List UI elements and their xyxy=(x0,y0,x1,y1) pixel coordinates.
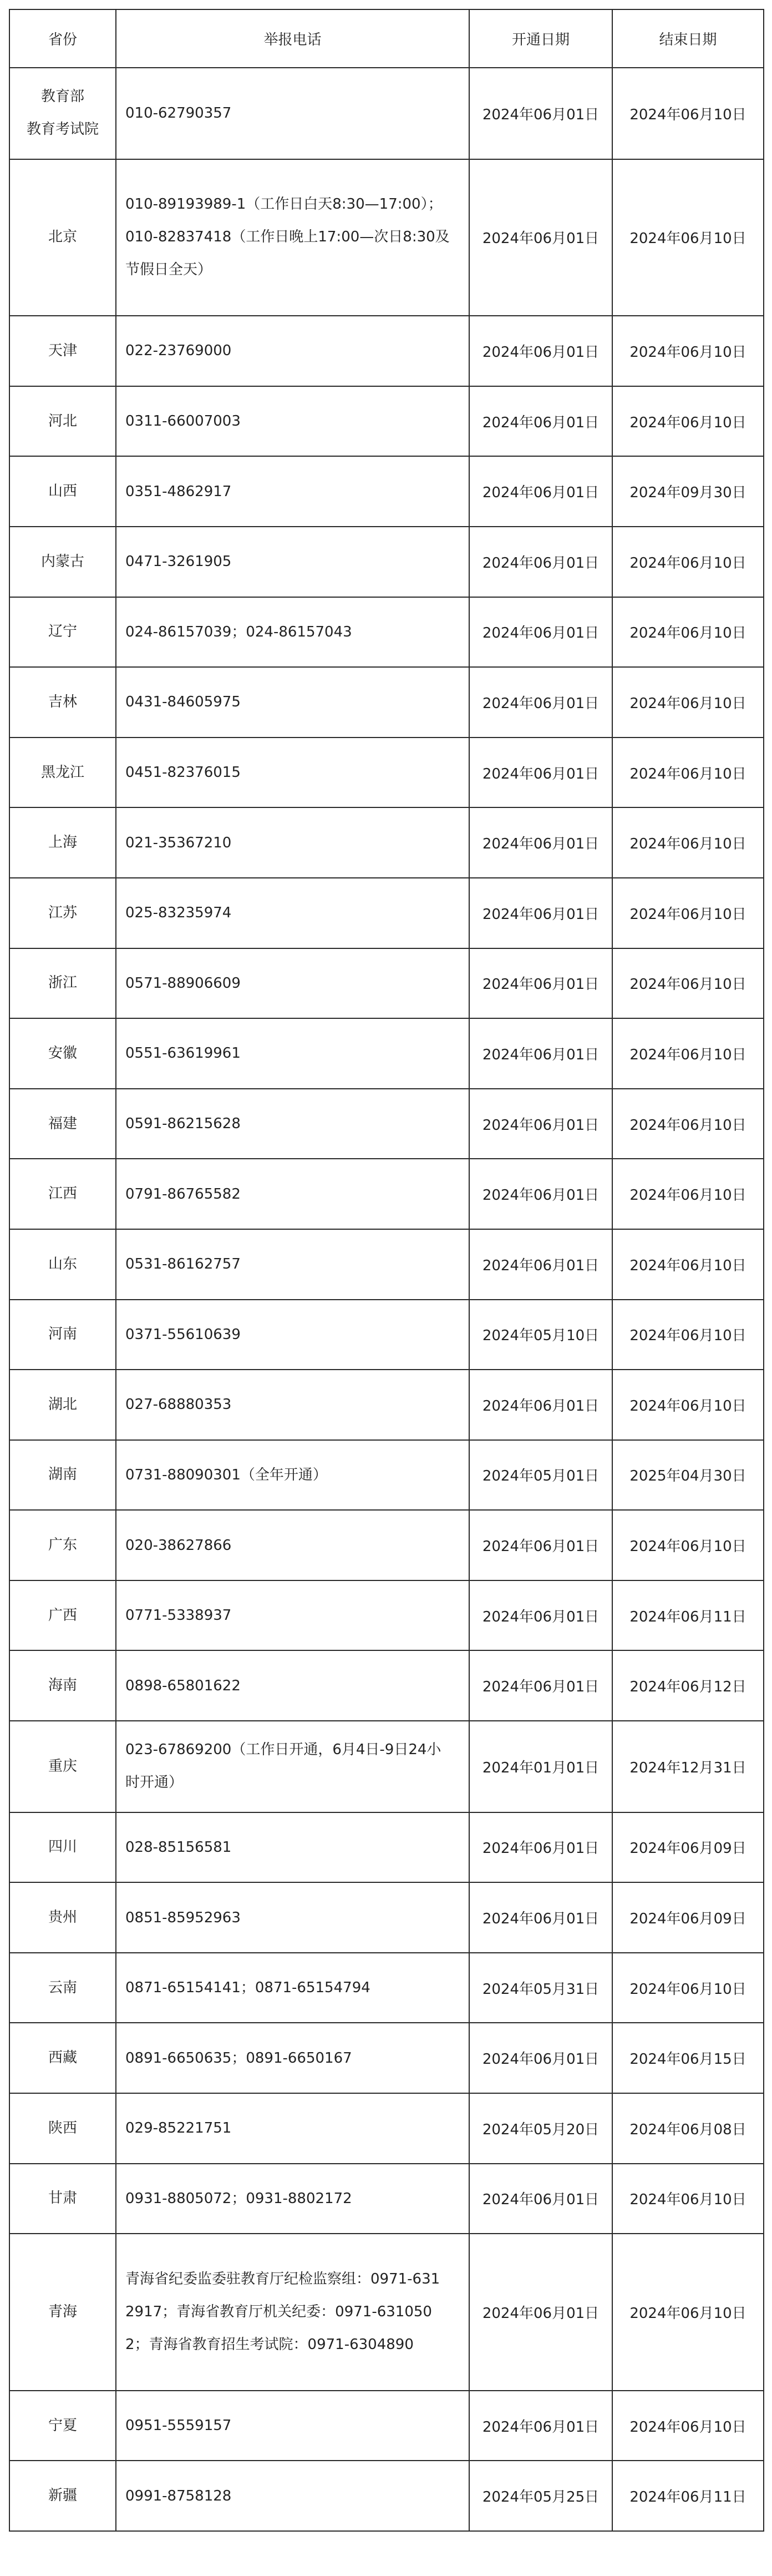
table-header-row xyxy=(9,9,764,68)
start-date-cell: 2024年05月10日 xyxy=(469,1300,612,1370)
end-date-cell: 2024年06月10日 xyxy=(612,1229,764,1300)
province-name: 河北 xyxy=(48,412,77,430)
province-cell xyxy=(9,1018,116,1089)
start-date-cell: 2024年06月01日 xyxy=(469,2391,612,2461)
phone-cell xyxy=(116,2461,469,2531)
province-name: 辽宁 xyxy=(48,623,77,640)
province-name: 四川 xyxy=(48,1838,77,1856)
end-date-cell: 2024年06月10日 xyxy=(612,807,764,878)
end-date-cell: 2024年06月10日 xyxy=(612,68,764,159)
end-date-cell: 2024年06月09日 xyxy=(612,1882,764,1953)
end-date-cell: 2024年06月10日 xyxy=(612,2164,764,2234)
end-date-cell: 2024年06月10日 xyxy=(612,878,764,948)
phone-number-text: 0431-84605975 xyxy=(125,694,241,711)
province-name: 广东 xyxy=(48,1537,77,1554)
province-cell xyxy=(9,738,116,808)
start-date-cell: 2024年06月01日 xyxy=(469,2164,612,2234)
province-cell xyxy=(9,878,116,948)
province-cell xyxy=(9,456,116,527)
end-date-cell: 2024年06月10日 xyxy=(612,738,764,808)
phone-number-text: 010-62790357 xyxy=(125,105,232,122)
phone-number-text: 时开通） xyxy=(125,1774,184,1791)
phone-cell xyxy=(116,456,469,527)
province-cell xyxy=(9,1953,116,2023)
province-name: 浙江 xyxy=(48,974,77,992)
province-name: 安徽 xyxy=(48,1044,77,1062)
phone-cell xyxy=(116,1650,469,1721)
province-name: 云南 xyxy=(48,1979,77,1996)
hotline-table-container xyxy=(9,9,763,2532)
phone-cell xyxy=(116,1229,469,1300)
province-name: 甘肃 xyxy=(48,2190,77,2207)
start-date-cell: 2024年06月01日 xyxy=(469,456,612,527)
start-date-cell: 2024年06月01日 xyxy=(469,316,612,386)
start-date-cell: 2024年06月01日 xyxy=(469,2234,612,2391)
phone-cell xyxy=(116,2164,469,2234)
phone-number-text: 0731-88090301（全年开通） xyxy=(125,1466,327,1483)
start-date-cell: 2024年05月20日 xyxy=(469,2093,612,2164)
table-row xyxy=(9,1580,764,1651)
phone-cell xyxy=(116,1812,469,1883)
table-row xyxy=(9,1882,764,1953)
province-name: 贵州 xyxy=(48,1909,77,1926)
header-province: 省份 xyxy=(9,9,116,68)
province-cell xyxy=(9,1580,116,1651)
phone-number-text: 023-67869200（工作日开通，6月4日-9日24小 xyxy=(125,1741,441,1759)
table-row xyxy=(9,1440,764,1511)
start-date-cell: 2024年06月01日 xyxy=(469,68,612,159)
phone-cell xyxy=(116,2391,469,2461)
header-start-date: 开通日期 xyxy=(469,9,612,68)
start-date-cell: 2024年06月01日 xyxy=(469,1510,612,1580)
table-row xyxy=(9,316,764,386)
end-date-cell: 2024年06月10日 xyxy=(612,1159,764,1229)
end-date-cell: 2024年09月30日 xyxy=(612,456,764,527)
phone-cell xyxy=(116,159,469,316)
phone-number-text: 0871-65154141；0871-65154794 xyxy=(125,1979,370,1997)
phone-cell xyxy=(116,1580,469,1651)
phone-cell xyxy=(116,738,469,808)
province-cell xyxy=(9,1300,116,1370)
phone-cell xyxy=(116,667,469,738)
phone-number-text: 青海省纪委监委驻教育厅纪检监察组：0971-631 xyxy=(125,2271,440,2288)
phone-cell xyxy=(116,527,469,597)
phone-cell xyxy=(116,316,469,386)
phone-number-text: 0571-88906609 xyxy=(125,974,241,992)
phone-number-text: 节假日全天） xyxy=(125,261,212,279)
province-name: 福建 xyxy=(48,1115,77,1132)
table-row xyxy=(9,527,764,597)
start-date-cell: 2024年06月01日 xyxy=(469,1159,612,1229)
province-name: 教育考试院 xyxy=(26,121,99,138)
phone-cell xyxy=(116,1721,469,1812)
end-date-cell: 2024年06月15日 xyxy=(612,2023,764,2093)
phone-cell xyxy=(116,1510,469,1580)
phone-number-text: 020-38627866 xyxy=(125,1537,232,1554)
table-row xyxy=(9,2093,764,2164)
start-date-cell: 2024年06月01日 xyxy=(469,1370,612,1440)
end-date-cell: 2024年06月11日 xyxy=(612,2461,764,2531)
province-cell xyxy=(9,527,116,597)
phone-number-text: 0898-65801622 xyxy=(125,1677,241,1694)
table-row xyxy=(9,738,764,808)
table-row xyxy=(9,1721,764,1812)
province-name: 新疆 xyxy=(48,2487,77,2504)
header-end-date: 结束日期 xyxy=(612,9,764,68)
province-name: 河南 xyxy=(48,1326,77,1343)
province-cell xyxy=(9,667,116,738)
phone-number-text: 0851-85952963 xyxy=(125,1909,241,1926)
end-date-cell: 2024年06月10日 xyxy=(612,527,764,597)
province-name: 上海 xyxy=(48,834,77,851)
table-row xyxy=(9,1510,764,1580)
table-row xyxy=(9,456,764,527)
table-row xyxy=(9,878,764,948)
end-date-cell: 2024年06月10日 xyxy=(612,667,764,738)
phone-number-text: 029-85221751 xyxy=(125,2120,232,2137)
phone-number-text: 021-35367210 xyxy=(125,834,232,851)
end-date-cell: 2024年06月12日 xyxy=(612,1650,764,1721)
start-date-cell: 2024年06月01日 xyxy=(469,948,612,1019)
end-date-cell: 2024年06月09日 xyxy=(612,1812,764,1883)
province-name: 内蒙古 xyxy=(40,553,84,570)
province-name: 海南 xyxy=(48,1677,77,1694)
phone-cell xyxy=(116,1370,469,1440)
table-row xyxy=(9,1953,764,2023)
phone-cell xyxy=(116,2093,469,2164)
phone-number-text: 010-89193989-1（工作日白天8:30—17:00）； xyxy=(125,196,443,213)
end-date-cell: 2024年06月10日 xyxy=(612,1300,764,1370)
header-phone: 举报电话 xyxy=(116,9,469,68)
province-cell xyxy=(9,2164,116,2234)
province-name: 重庆 xyxy=(48,1757,77,1775)
end-date-cell: 2024年06月10日 xyxy=(612,159,764,316)
province-cell xyxy=(9,948,116,1019)
phone-number-text: 010-82837418（工作日晚上17:00—次日8:30及 xyxy=(125,229,450,246)
phone-number-text: 0531-86162757 xyxy=(125,1256,241,1273)
table-row xyxy=(9,1089,764,1159)
phone-cell xyxy=(116,948,469,1019)
province-cell xyxy=(9,2461,116,2531)
table-row xyxy=(9,386,764,457)
table-body xyxy=(9,68,764,2531)
phone-number-text: 0591-86215628 xyxy=(125,1115,241,1133)
end-date-cell: 2024年06月11日 xyxy=(612,1580,764,1651)
phone-cell xyxy=(116,878,469,948)
province-name: 江西 xyxy=(48,1185,77,1203)
start-date-cell: 2024年06月01日 xyxy=(469,1580,612,1651)
end-date-cell: 2024年06月10日 xyxy=(612,2234,764,2391)
start-date-cell: 2024年06月01日 xyxy=(469,2023,612,2093)
table-row xyxy=(9,1650,764,1721)
province-cell xyxy=(9,2023,116,2093)
province-cell xyxy=(9,1159,116,1229)
start-date-cell: 2024年06月01日 xyxy=(469,1650,612,1721)
end-date-cell: 2024年06月10日 xyxy=(612,1089,764,1159)
phone-number-text: 2；青海省教育招生考试院：0971-6304890 xyxy=(125,2336,414,2353)
phone-number-text: 022-23769000 xyxy=(125,342,232,360)
end-date-cell: 2024年06月10日 xyxy=(612,2391,764,2461)
end-date-cell: 2024年06月10日 xyxy=(612,1370,764,1440)
phone-number-text: 0371-55610639 xyxy=(125,1326,241,1343)
province-cell xyxy=(9,386,116,457)
province-cell xyxy=(9,597,116,668)
end-date-cell: 2024年06月10日 xyxy=(612,1510,764,1580)
phone-cell xyxy=(116,386,469,457)
phone-number-text: 027-68880353 xyxy=(125,1396,232,1413)
phone-number-text: 0451-82376015 xyxy=(125,764,241,781)
phone-cell xyxy=(116,1953,469,2023)
province-cell xyxy=(9,1510,116,1580)
phone-cell xyxy=(116,807,469,878)
phone-number-text: 0471-3261905 xyxy=(125,553,232,570)
hotline-table xyxy=(9,9,764,2532)
phone-cell xyxy=(116,1440,469,1511)
phone-number-text: 0891-6650635；0891-6650167 xyxy=(125,2049,352,2067)
table-row xyxy=(9,2461,764,2531)
table-row xyxy=(9,597,764,668)
phone-number-text: 0351-4862917 xyxy=(125,483,232,500)
table-row xyxy=(9,1018,764,1089)
phone-number-text: 2917；青海省教育厅机关纪委：0971-631050 xyxy=(125,2304,432,2321)
phone-number-text: 0311-66007003 xyxy=(125,413,241,430)
province-cell xyxy=(9,1229,116,1300)
province-cell xyxy=(9,1721,116,1812)
table-row xyxy=(9,1812,764,1883)
table-row xyxy=(9,1159,764,1229)
end-date-cell: 2024年06月10日 xyxy=(612,316,764,386)
table-row xyxy=(9,2391,764,2461)
end-date-cell: 2024年06月10日 xyxy=(612,1018,764,1089)
province-name: 天津 xyxy=(48,342,77,359)
province-cell xyxy=(9,2234,116,2391)
province-name: 山东 xyxy=(48,1255,77,1272)
province-name: 江苏 xyxy=(48,904,77,921)
province-cell xyxy=(9,2391,116,2461)
start-date-cell: 2024年05月31日 xyxy=(469,1953,612,2023)
phone-cell xyxy=(116,1882,469,1953)
province-name: 湖北 xyxy=(48,1396,77,1413)
phone-number-text: 024-86157039；024-86157043 xyxy=(125,623,352,640)
end-date-cell: 2024年12月31日 xyxy=(612,1721,764,1812)
province-name: 山西 xyxy=(48,483,77,500)
province-cell xyxy=(9,807,116,878)
start-date-cell: 2024年05月25日 xyxy=(469,2461,612,2531)
province-name: 宁夏 xyxy=(48,2417,77,2434)
table-row xyxy=(9,159,764,316)
province-cell xyxy=(9,1089,116,1159)
start-date-cell: 2024年06月01日 xyxy=(469,667,612,738)
phone-number-text: 0951-5559157 xyxy=(125,2417,232,2434)
phone-number-text: 0551-63619961 xyxy=(125,1045,241,1062)
table-row xyxy=(9,807,764,878)
start-date-cell: 2024年01月01日 xyxy=(469,1721,612,1812)
phone-number-text: 0991-8758128 xyxy=(125,2487,232,2504)
province-name: 西藏 xyxy=(48,2049,77,2067)
start-date-cell: 2024年06月01日 xyxy=(469,527,612,597)
province-cell xyxy=(9,2093,116,2164)
table-row xyxy=(9,667,764,738)
start-date-cell: 2024年06月01日 xyxy=(469,1812,612,1883)
province-name: 北京 xyxy=(48,229,77,246)
start-date-cell: 2024年06月01日 xyxy=(469,386,612,457)
province-cell xyxy=(9,1440,116,1511)
end-date-cell: 2024年06月10日 xyxy=(612,1953,764,2023)
province-cell xyxy=(9,159,116,316)
phone-cell xyxy=(116,597,469,668)
start-date-cell: 2024年06月01日 xyxy=(469,159,612,316)
phone-cell xyxy=(116,68,469,159)
start-date-cell: 2024年06月01日 xyxy=(469,1229,612,1300)
province-cell xyxy=(9,1882,116,1953)
end-date-cell: 2024年06月10日 xyxy=(612,948,764,1019)
table-row xyxy=(9,1300,764,1370)
province-name: 陕西 xyxy=(48,2119,77,2136)
start-date-cell: 2024年06月01日 xyxy=(469,1018,612,1089)
start-date-cell: 2024年06月01日 xyxy=(469,597,612,668)
phone-number-text: 025-83235974 xyxy=(125,905,232,922)
phone-cell xyxy=(116,1159,469,1229)
end-date-cell: 2024年06月10日 xyxy=(612,597,764,668)
province-cell xyxy=(9,1812,116,1883)
province-name: 黑龙江 xyxy=(40,764,84,781)
phone-number-text: 0931-8805072；0931-8802172 xyxy=(125,2190,352,2207)
phone-cell xyxy=(116,1300,469,1370)
province-cell xyxy=(9,68,116,159)
start-date-cell: 2024年06月01日 xyxy=(469,1882,612,1953)
start-date-cell: 2024年06月01日 xyxy=(469,807,612,878)
table-row xyxy=(9,2023,764,2093)
phone-cell xyxy=(116,1089,469,1159)
phone-number-text: 0791-86765582 xyxy=(125,1185,241,1203)
end-date-cell: 2025年04月30日 xyxy=(612,1440,764,1511)
province-name: 湖南 xyxy=(48,1466,77,1483)
phone-cell xyxy=(116,2023,469,2093)
province-name: 吉林 xyxy=(48,693,77,710)
table-row xyxy=(9,1370,764,1440)
province-name: 青海 xyxy=(48,2304,77,2321)
start-date-cell: 2024年06月01日 xyxy=(469,738,612,808)
start-date-cell: 2024年06月01日 xyxy=(469,878,612,948)
end-date-cell: 2024年06月10日 xyxy=(612,386,764,457)
table-row xyxy=(9,1229,764,1300)
province-name: 广西 xyxy=(48,1607,77,1624)
table-row xyxy=(9,948,764,1019)
province-cell xyxy=(9,316,116,386)
table-row xyxy=(9,68,764,159)
phone-number-text: 028-85156581 xyxy=(125,1838,232,1856)
table-row xyxy=(9,2164,764,2234)
end-date-cell: 2024年06月08日 xyxy=(612,2093,764,2164)
phone-number-text: 0771-5338937 xyxy=(125,1607,232,1624)
table-row xyxy=(9,2234,764,2391)
phone-cell xyxy=(116,1018,469,1089)
phone-cell xyxy=(116,2234,469,2391)
start-date-cell: 2024年06月01日 xyxy=(469,1089,612,1159)
province-cell xyxy=(9,1370,116,1440)
province-name: 教育部 xyxy=(40,88,84,105)
province-cell xyxy=(9,1650,116,1721)
start-date-cell: 2024年05月01日 xyxy=(469,1440,612,1511)
